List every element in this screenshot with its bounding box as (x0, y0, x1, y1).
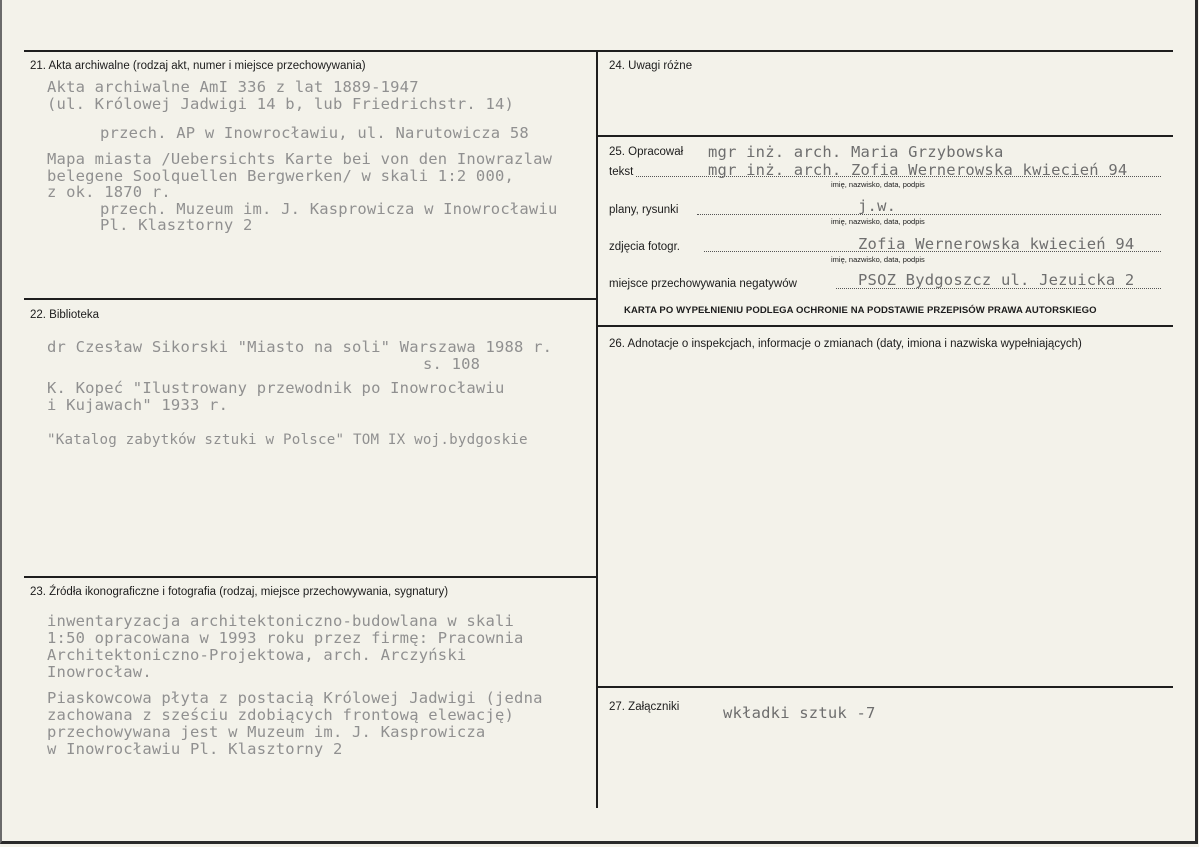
section-22-title: 22. Biblioteka (30, 309, 100, 321)
section-26-title: 26. Adnotacje o inspekcjach, informacje o zmianach (daty, imiona i nazwiska wypełniających) (609, 338, 1082, 350)
section-24-title: 24. Uwagi różne (609, 60, 693, 72)
center-divider (596, 50, 598, 808)
s21-line-8: Pl. Klasztorny 2 (100, 216, 253, 234)
rule-25-26 (597, 325, 1173, 327)
s23-line-6: zachowana z sześciu zdobiących frontową elewację) (47, 706, 515, 724)
rule-21-22 (24, 298, 597, 300)
s23-line-4: Inowrocław. (47, 663, 152, 681)
zdjecia-caption: imię, nazwisko, data, podpis (831, 255, 925, 264)
s21-line-1: Akta archiwalne AmI 336 z lat 1889-1947 (47, 78, 419, 96)
zalaczniki-value: wkładki sztuk -7 (723, 704, 876, 722)
plany-caption: imię, nazwisko, data, podpis (831, 217, 925, 226)
s22-line-5: "Katalog zabytków sztuki w Polsce" TOM IX woj.bydgoskie (47, 432, 528, 448)
section-21-title: 21. Akta archiwalne (rodzaj akt, numer i miejsce przechowywania) (30, 60, 366, 72)
s22-line-3: K. Kopeć "Ilustrowany przewodnik po Inowrocławiu (47, 379, 505, 397)
s21-line-2: (ul. Królowej Jadwigi 14 b, lub Friedrichstr. 14) (47, 95, 515, 113)
rule-22-23 (24, 576, 597, 578)
s23-line-1: inwentaryzacja architektoniczno-budowlana w skali (47, 612, 515, 630)
section-23-title: 23. Źródła ikonograficzne i fotografia (rodzaj, miejsce przechowywania, sygnatury) (30, 586, 449, 598)
copyright-notice: KARTA PO WYPEŁNIENIU PODLEGA OCHRONIE NA PODSTAWIE PRZEPISÓW PRAWA AUTORSKIEGO (624, 305, 1097, 316)
s22-line-4: i Kujawach" 1933 r. (47, 396, 229, 414)
s23-line-5: Piaskowcowa płyta z postacią Królowej Jadwigi (jedna (47, 689, 543, 707)
author-1: mgr inż. arch. Maria Grzybowska (708, 143, 1004, 161)
s23-line-7: przechowywana jest w Muzeum im. J. Kasprowicza (47, 723, 486, 741)
s21-line-4: Mapa miasta /Uebersichts Karte bei von den Inowrazlaw (47, 150, 553, 168)
section-25-title: 25. Opracował (609, 146, 684, 158)
zdjecia-label: zdjęcia fotogr. (609, 241, 680, 253)
zdjecia-value: Zofia Wernerowska kwiecień 94 (858, 235, 1135, 253)
top-rule (24, 50, 1173, 52)
s21-line-5: belegene Soolquellen Bergwerken/ w skali 1:2 000, (47, 167, 515, 185)
s23-line-3: Architektoniczno-Projektowa, arch. Arczyński (47, 646, 467, 664)
s22-line-1: dr Czesław Sikorski "Miasto na soli" Warszawa 1988 r. (47, 338, 553, 356)
s23-line-8: w Inowrocławiu Pl. Klasztorny 2 (47, 740, 343, 758)
plany-value: j.w. (858, 197, 897, 215)
s21-line-3: przech. AP w Inowrocławiu, ul. Narutowicza 58 (100, 124, 529, 142)
plany-dotted-line (697, 214, 1161, 215)
tekst-caption: imię, nazwisko, data, podpis (831, 180, 925, 189)
author-2: mgr inż. arch. Zofia Wernerowska kwiecień 94 (708, 161, 1128, 179)
rule-24-25 (597, 135, 1173, 137)
plany-label: plany, rysunki (609, 204, 679, 216)
s21-line-7: przech. Muzeum im. J. Kasprowicza w Inowrocławiu (100, 200, 558, 218)
negatywy-value: PSOZ Bydgoszcz ul. Jezuicka 2 (858, 271, 1135, 289)
negatywy-label: miejsce przechowywania negatywów (609, 278, 797, 290)
section-27-title: 27. Załączniki (609, 701, 680, 713)
s21-line-6: z ok. 1870 r. (47, 183, 171, 201)
tekst-label: tekst (609, 166, 634, 178)
s22-line-2: s. 108 (423, 355, 481, 373)
rule-26-27 (597, 686, 1173, 688)
s23-line-2: 1:50 opracowana w 1993 roku przez firmę: Pracownia (47, 629, 524, 647)
